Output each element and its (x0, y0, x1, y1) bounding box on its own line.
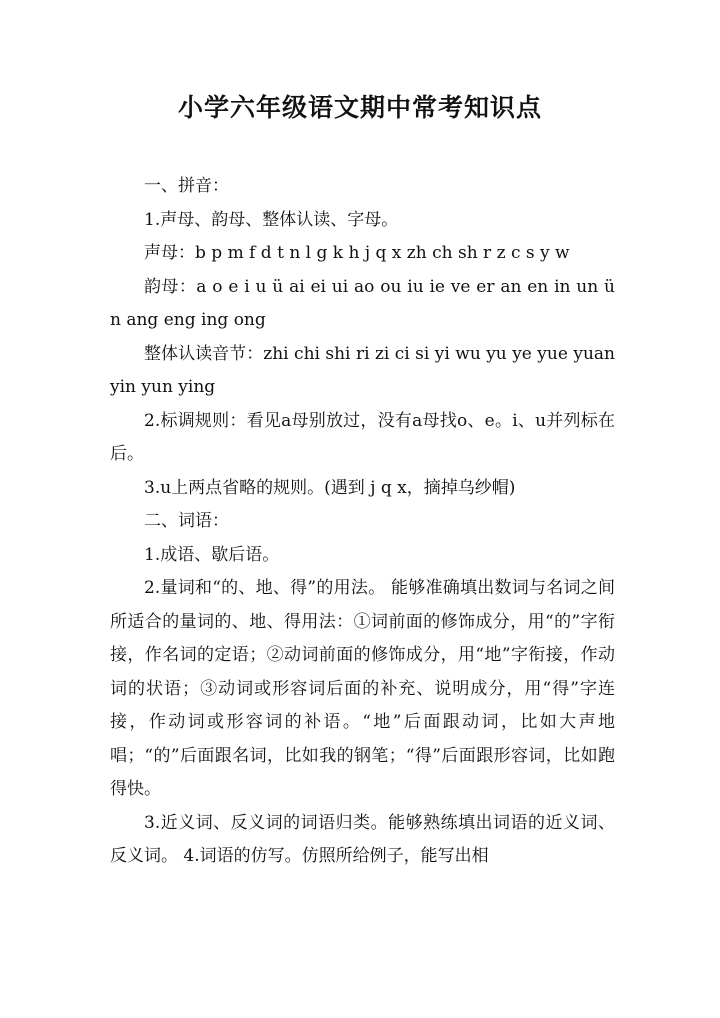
paragraph-initials: 声母：b p m f d t n l g k h j q x zh ch sh r z c s y w (144, 243, 570, 263)
list-item: 1.声母、韵母、整体认读、字母。 (144, 209, 399, 230)
page-title: 小学六年级语文期中常考知识点 (177, 93, 542, 122)
section-heading-words: 二、词语： (144, 511, 229, 531)
section-heading-pinyin: 一、拼音： (144, 176, 229, 196)
list-item: 1.成语、歇后语。 (144, 544, 280, 565)
paragraph-finals: 韵母：a o e i u ü ai ei ui ao ou iu ie ve er an en in un ün ang eng ing ong (110, 276, 615, 330)
document-body (110, 170, 615, 874)
list-item: 3.u上两点省略的规则。(遇到 j q x，摘掉乌纱帽) (144, 477, 516, 498)
list-item: 3.近义词、反义词的词语归类。能够熟练填出词语的近义词、反义词。 4.词语的仿写。仿照所给例子，能写出相 (110, 812, 615, 866)
paragraph-syllables: 整体认读音节：zhi chi shi ri zi ci si yi wu yu ye yue yuan yin yun ying (110, 343, 615, 397)
list-item: 2.量词和“的、地、得”的用法。 能够准确填出数词与名词之间所适合的量词的、地、得用法：①词前面的修饰成分，用“的”字衔接，作名词的定语；②动词前面的修饰成分，用“地”字衔接，作动词的状语；③动词或形容词后面的补充、说明成分，用“得”字连接，作动词或形容词的补语。“地”后面跟动词，比如大声地唱；“的”后面跟名词，比如我的钢笔；“得”后面跟形容词，比如跑得快。 (110, 578, 615, 799)
list-item: 2.标调规则：看见a母别放过，没有a母找o、e。i、u并列标在后。 (110, 410, 615, 464)
